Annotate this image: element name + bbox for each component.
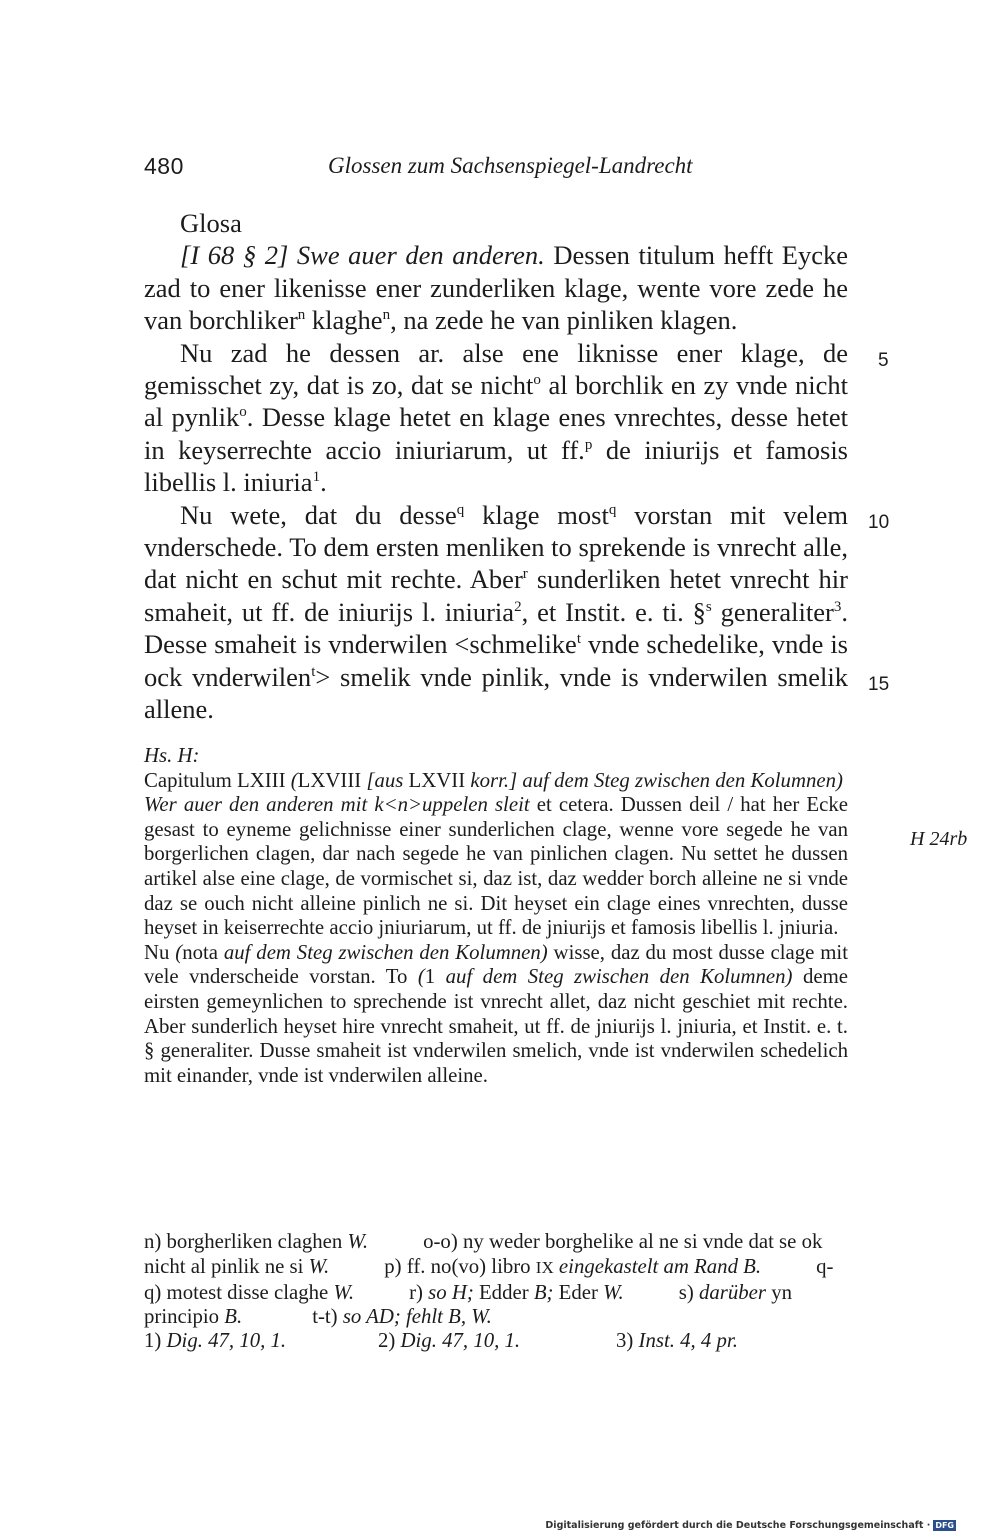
text-run: generaliter	[711, 596, 834, 627]
text-run: r)	[409, 1280, 429, 1304]
note-mark: q	[456, 501, 465, 518]
text-run: n) borgherliken claghen	[144, 1230, 348, 1253]
text-run: (	[417, 965, 425, 989]
text-run: B.	[224, 1305, 243, 1329]
line-number-10: 10	[868, 512, 890, 533]
manuscript-label: Hs. H:	[144, 744, 200, 767]
text-run: s)	[678, 1280, 699, 1304]
glosa-paragraph-1	[144, 239, 848, 336]
text-run: . Desse smaheit is vnderwilen <schmelike	[144, 596, 848, 660]
text-run: wisse, daz du most dusse clage mit vele vnderscheide vorstan. To	[144, 940, 848, 989]
text-run: o-o) ny weder borghelike al ne si vnde dat se ok nicht al pinlik ne si	[144, 1230, 823, 1278]
apparatus-entry-r	[409, 1281, 624, 1304]
text-run: Dig. 47, 10, 1.	[400, 1329, 521, 1352]
note-mark: o	[533, 372, 541, 389]
text-run: darüber	[698, 1280, 766, 1304]
text-run: LXVIII	[297, 768, 367, 792]
text-run: auf dem Steg zwischen den Kolumnen)	[445, 965, 793, 989]
apparatus-entry-t	[312, 1305, 492, 1328]
text-run: (	[290, 768, 298, 792]
note-mark: t	[576, 631, 581, 648]
text-run: W.	[347, 1230, 369, 1253]
text-run: , na zede he van pinliken klagen.	[390, 305, 738, 336]
text-run: Dessen titulum hefft Eycke zad to ener likenisse ener zunderliken klage, wente vore zede he van borchliker	[144, 240, 849, 336]
text-run: Dig. 47, 10, 1.	[166, 1329, 287, 1352]
page-number: 480	[144, 153, 184, 179]
glosa-paragraph-2	[144, 337, 848, 499]
text-run: q-q) motest disse claghe	[144, 1254, 834, 1304]
text-run: . Desse klage hetet en klage enes vnrechtes, desse hetet in keyserrechte accio iniuriarum, ut ff.	[144, 402, 848, 465]
note-mark: p	[584, 437, 593, 454]
text-run: deme eirsten gemeynlichen to sprechende ist vnrecht allet, daz nicht geschiet mit rechte. Aber sunderlich heyset hire vnrecht smaheit, ut ff. de jniurijs l. jniuria, et Instit. e. t. § generaliter. Dusse smaheit ist vnderwilen smelich, vnde ist vnderwilen schedelich mit einander, vnde ist vnderwilen alleine.	[144, 965, 848, 1087]
text-run: 2)	[378, 1329, 401, 1352]
note-mark: t	[311, 663, 316, 680]
text-run: de iniurijs et famosis libellis l. iniuria	[144, 434, 848, 498]
text-run: (	[175, 940, 183, 964]
glosa-paragraph-3	[144, 499, 848, 726]
text-run: vnde schedelike, vnde is ock vnderwilen	[144, 629, 848, 692]
footnote-mark: 3	[833, 599, 842, 616]
text-run: .	[320, 467, 327, 498]
text-run: Nu zad he dessen ar. alse ene liknisse ener klage, de gemisschet zy, dat is zo, dat se nicht	[144, 337, 848, 401]
text-run: nota	[182, 940, 224, 964]
text-run: p) ff. no(vo) libro	[384, 1254, 536, 1278]
text-run: et cetera. Dussen deil / hat her Ecke gesast to eyneme gelichnisse einer sunderlichen clage, wenne vore segede he van borgerlichen clagen, dar nach segede he van pinlichen clagen. Nu settet he dussen artikel alse eine clage, de vormischet si, daz ist, daz wedder borch alleine ne si vnde daz se ouch nicht alleine pinlich ne si. Dit heyset ein clage eines vnrechten, dusse heyset in keiserrechte accio jniuriarum, ut ff. de jniurijs et famosis libellis l. jniuria.	[144, 793, 848, 940]
text-run: > smelik vnde pinlik, vnde is vnderwilen smelik allene.	[144, 661, 848, 725]
text-run: Eder	[553, 1280, 604, 1304]
manuscript-paragraph-2	[144, 941, 848, 1089]
credit-text: Digitalisierung gefördert durch die Deutsche Forschungsgemeinschaft ·	[545, 1520, 931, 1531]
main-text	[144, 207, 848, 726]
text-run: al borchlik en zy vnde nicht al pynlik	[144, 370, 848, 433]
text-run: Capitulum LXIII	[144, 768, 291, 792]
text-run: korr.] auf dem Steg zwischen den Kolumnen)	[470, 768, 843, 792]
text-run: yn principio	[144, 1280, 792, 1329]
text-run: auf dem Steg zwischen den Kolumnen)	[223, 940, 548, 964]
text-run: B;	[533, 1280, 554, 1304]
line-number-15: 15	[868, 674, 890, 695]
text-run: 1	[424, 965, 446, 989]
lemma: Swe auer den anderen.	[296, 240, 545, 271]
text-run: W.	[308, 1254, 330, 1278]
margin-siglum: H 24rb	[910, 828, 968, 850]
apparatus-entry-p	[384, 1255, 761, 1278]
text-run: eingekastelt am Rand B.	[553, 1254, 762, 1278]
critical-apparatus	[144, 1230, 848, 1330]
apparatus-entry-n	[144, 1230, 368, 1253]
footnote-mark: 2	[514, 599, 522, 616]
lemma: Wer auer den anderen mit k<n>uppelen sleit	[144, 793, 530, 817]
note-mark: r	[522, 566, 528, 583]
text-run: 3)	[616, 1329, 639, 1352]
text-run: Edder	[473, 1280, 534, 1304]
text-run: so H;	[428, 1280, 474, 1304]
note-mark: o	[239, 404, 247, 421]
note-mark: n	[382, 307, 391, 324]
text-run: klage most	[464, 499, 609, 530]
note-mark: n	[297, 307, 306, 324]
text-run: , et Instit. e. ti. §	[521, 596, 706, 627]
text-run: sunderliken hetet vnrecht hir smaheit, ut ff. de iniurijs l. iniuria	[144, 564, 848, 627]
text-run: W.	[333, 1280, 355, 1304]
source-ref-3	[616, 1328, 738, 1353]
glosa-heading: Glosa	[180, 208, 242, 238]
source-ref-2	[378, 1328, 520, 1353]
text-run: LXVII	[403, 768, 471, 792]
text-run: W.	[603, 1280, 624, 1304]
dfg-logo-icon: DFG	[935, 1521, 954, 1530]
note-mark: s	[705, 599, 712, 616]
text-run: 1)	[144, 1329, 167, 1352]
section-reference: [I 68 § 2]	[180, 240, 289, 271]
text-run: vorstan mit velem vnderschede. To dem ersten menliken to sprekende is vnrecht alle, dat nicht en schut mit rechte. Aber	[144, 499, 848, 595]
text-run: [aus	[366, 768, 404, 792]
apparatus-line-1	[144, 1230, 848, 1330]
manuscript-h-block	[144, 744, 848, 1088]
text-run: IX	[535, 1257, 554, 1277]
text-run: klaghe	[305, 305, 383, 336]
chapter-line	[144, 769, 848, 794]
source-ref-1	[144, 1328, 286, 1353]
text-run: so AD; fehlt B, W.	[342, 1305, 492, 1329]
running-title: Glossen zum Sachsenspiegel-Landrecht	[328, 153, 693, 178]
footnote-mark: 1	[312, 469, 321, 486]
text-run: t-t)	[312, 1305, 343, 1329]
text-run: Inst. 4, 4 pr.	[638, 1329, 738, 1352]
manuscript-paragraph-1	[144, 793, 848, 941]
line-number-5: 5	[878, 350, 889, 371]
note-mark: q	[608, 501, 617, 518]
funding-credit	[545, 1520, 956, 1531]
text-run: Nu wete, dat du desse	[180, 499, 457, 530]
text-run: Nu	[144, 940, 176, 964]
